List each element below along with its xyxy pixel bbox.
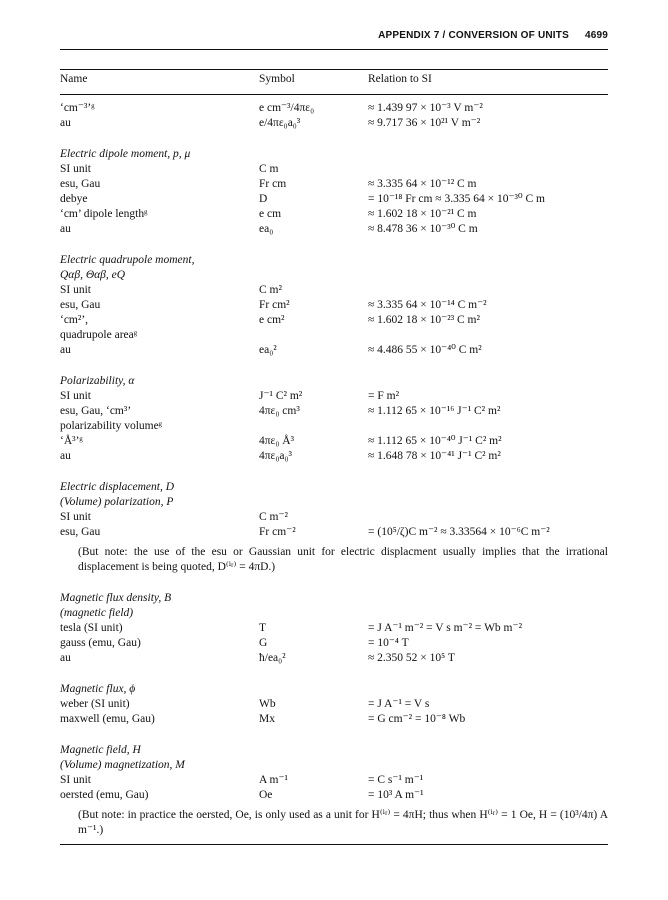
table-row: polarizability volumeᵍ	[60, 420, 163, 432]
table-row: debye D = 10⁻¹⁸ Fr cm ≈ 3.335 64 × 10⁻³⁰ C m	[60, 193, 545, 205]
table-row: esu, Gau Fr cm⁻² = (10⁵/ζ)C m⁻² ≈ 3.33564 × 10⁻⁶C m⁻²	[60, 526, 550, 538]
running-header	[60, 30, 608, 41]
table-row: ‘cm⁻³’ᵍ e cm⁻³/4πε₀ ≈ 1.439 97 × 10⁻³ V m⁻²	[60, 102, 483, 114]
table-row: SI unit A m⁻¹ = C s⁻¹ m⁻¹	[60, 774, 424, 786]
table-row: esu, Gau Fr cm ≈ 3.335 64 × 10⁻¹² C m	[60, 178, 477, 190]
section-heading: Electric dipole moment, p, μ	[60, 148, 191, 160]
section-heading: Magnetic field, H	[60, 744, 141, 756]
conversion-table	[60, 73, 608, 845]
section-heading-cont: (magnetic field)	[60, 607, 134, 619]
footnote: (But note: the use of the esu or Gaussian unit for electric displacment usually implies that the irrational displacement is being quoted, D⁽ⁱʳ⁾ = 4πD.)	[78, 546, 608, 573]
col-symbol: Symbol	[259, 73, 295, 85]
table-row: SI unit C m⁻²	[60, 511, 289, 523]
section-heading-cont: (Volume) polarization, P	[60, 496, 174, 508]
section-heading: Magnetic flux, ϕ	[60, 683, 136, 695]
table-row: esu, Gau Fr cm² ≈ 3.335 64 × 10⁻¹⁴ C m⁻²	[60, 299, 487, 311]
table-row: au 4πε₀a₀³ ≈ 1.648 78 × 10⁻⁴¹ J⁻¹ C² m²	[60, 450, 501, 462]
table-row: SI unit C m	[60, 163, 279, 175]
column-headers	[60, 73, 608, 89]
table-row: au ea₀ ≈ 8.478 36 × 10⁻³⁰ C m	[60, 223, 478, 235]
col-relation: Relation to SI	[368, 73, 432, 85]
table-row: ‘Å³’ᵍ 4πε₀ Å³ ≈ 1.112 65 × 10⁻⁴⁰ J⁻¹ C² m²	[60, 435, 502, 447]
section-heading: Polarizability, α	[60, 375, 135, 387]
table-row: au ħ/ea₀² ≈ 2.350 52 × 10⁵ T	[60, 652, 455, 664]
table-row: au e/4πε₀a₀³ ≈ 9.717 36 × 10²¹ V m⁻²	[60, 117, 481, 129]
header-rule	[60, 49, 608, 50]
table-row: au ea₀² ≈ 4.486 55 × 10⁻⁴⁰ C m²	[60, 344, 482, 356]
section-heading-cont: (Volume) magnetization, M	[60, 759, 185, 771]
section-heading: Magnetic flux density, B	[60, 592, 172, 604]
table-row: esu, Gau, ‘cm³’ 4πε₀ cm³ ≈ 1.112 65 × 10⁻¹⁶ J⁻¹ C² m²	[60, 405, 501, 417]
table-bottom-rule	[60, 844, 608, 845]
footnote: (But note: in practice the oersted, Oe, is only used as a unit for H⁽ⁱʳ⁾ = 4πH; thus when H⁽ⁱʳ⁾ = 1 Oe, H = (10³/4π) A m⁻¹.)	[78, 809, 608, 836]
table-row: ‘cm’ dipole lengthᵍ e cm ≈ 1.602 18 × 10⁻²¹ C m	[60, 208, 477, 220]
col-name: Name	[60, 73, 88, 85]
section-heading: Electric displacement, D	[60, 481, 175, 493]
table-row: oersted (emu, Gau) Oe = 10³ A m⁻¹	[60, 789, 424, 801]
header-title: APPENDIX 7 / CONVERSION OF UNITS	[378, 30, 569, 41]
table-row: maxwell (emu, Gau) Mx = G cm⁻² = 10⁻⁸ Wb	[60, 713, 466, 725]
table-row: weber (SI unit) Wb = J A⁻¹ = V s	[60, 698, 430, 710]
section-heading-cont: Qαβ, Θαβ, eQ	[60, 269, 126, 281]
table-top-rule	[60, 69, 608, 70]
section-heading: Electric quadrupole moment,	[60, 254, 195, 266]
table-row: SI unit C m²	[60, 284, 282, 296]
table-row: SI unit J⁻¹ C² m² = F m²	[60, 390, 400, 402]
page-number: 4699	[584, 30, 608, 41]
table-row: quadrupole areaᵍ	[60, 329, 138, 341]
table-row: ‘cm²’, e cm² ≈ 1.602 18 × 10⁻²³ C m²	[60, 314, 480, 326]
table-row: tesla (SI unit) T = J A⁻¹ m⁻² = V s m⁻² = Wb m⁻²	[60, 622, 523, 634]
table-row: gauss (emu, Gau) G = 10⁻⁴ T	[60, 637, 409, 649]
